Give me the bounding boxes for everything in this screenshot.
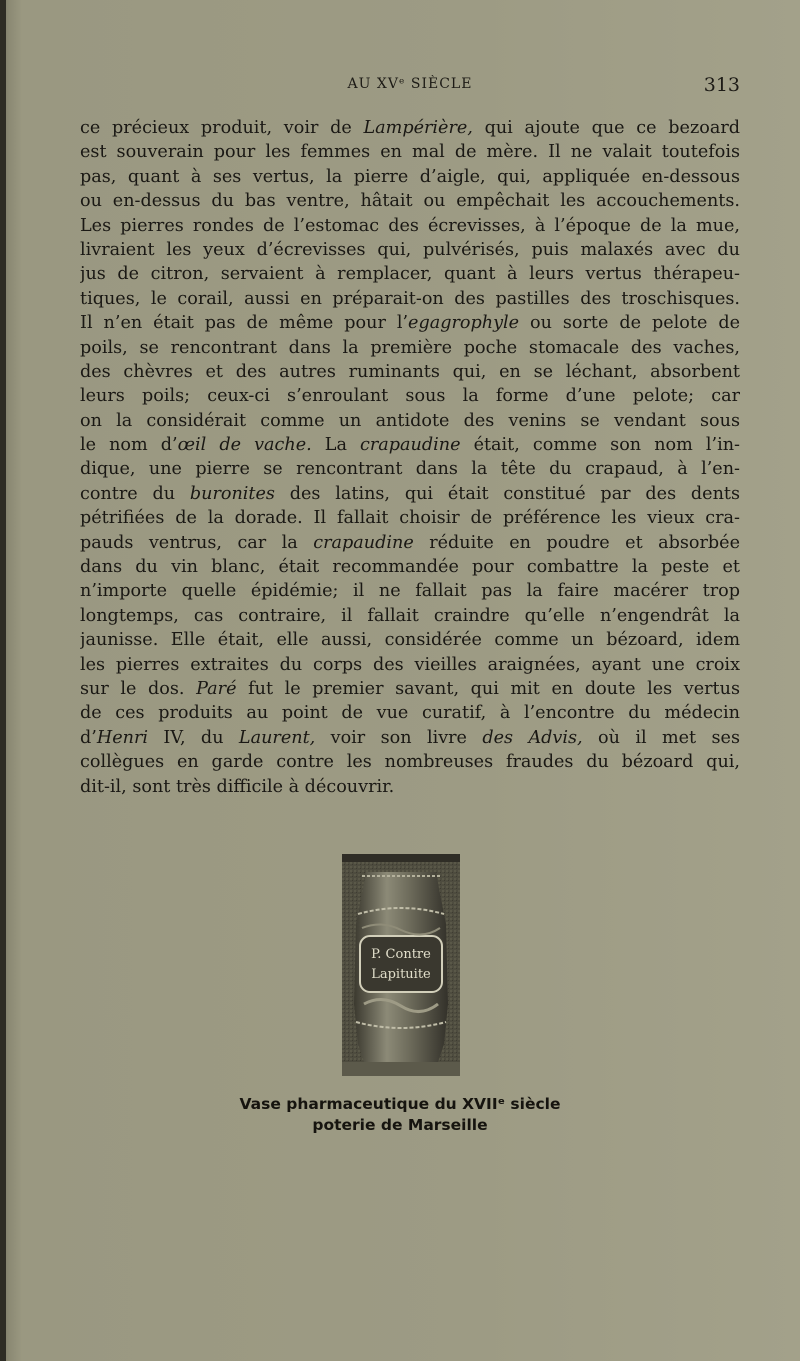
text-line [80, 457, 740, 481]
text-segment: IV, du [147, 727, 239, 748]
text-segment: dique, une pierre se rencontrant dans la tête du crapaud, à l’en- [80, 459, 740, 480]
text-segment: ou sorte de pelote de [519, 313, 740, 334]
text-line [80, 726, 740, 750]
text-segment: des latins, qui était constitué par des dents [274, 483, 740, 504]
text-line [80, 506, 740, 530]
text-line [80, 677, 740, 701]
text-segment: La [311, 435, 361, 456]
text-segment: leurs poils; ceux-ci s’enroulant sous la forme d’une pelote; car [80, 386, 740, 407]
text-segment: qui ajoute que ce bezoard [472, 118, 740, 138]
text-line [80, 189, 740, 213]
text-line [80, 165, 740, 189]
text-line [80, 116, 740, 140]
text-segment: de ces produits au point de vue curatif, à l’encontre du médecin [80, 703, 740, 724]
text-segment: fut le premier savant, qui mit en doute les vertus [236, 678, 740, 699]
caption-line-1: Vase pharmaceutique du XVIIᵉ siècle [239, 1095, 561, 1113]
text-segment: est souverain pour les femmes en mal de mère. Il ne valait toutefois [80, 142, 740, 163]
text-line [80, 750, 740, 774]
text-segment: où il met ses [582, 727, 740, 748]
italic-text: egagrophyle [408, 313, 520, 334]
text-line [80, 238, 740, 262]
text-segment: Il n’en était pas de même pour l’ [80, 313, 409, 334]
italic-text: Henri [96, 727, 148, 748]
text-segment: collègues en garde contre les nombreuses fraudes du bézoard qui, [80, 752, 740, 773]
text-segment: d’ [80, 727, 97, 748]
text-segment: poils, se rencontrant dans la première poche stomacale des vaches, [80, 337, 740, 358]
caption-line-2: poterie de Marseille [312, 1116, 488, 1134]
text-segment: sur le dos. [80, 678, 197, 699]
vase-label-line2: Lapituite [371, 967, 431, 982]
text-line [80, 555, 740, 579]
text-line [80, 604, 740, 628]
page-number: 313 [703, 74, 740, 96]
figure-caption [200, 1094, 600, 1136]
italic-text: œil de vache. [177, 435, 312, 456]
vase-photograph [342, 854, 460, 1076]
text-segment: pauds ventrus, car la [80, 532, 314, 553]
vase-label-line1: P. Contre [371, 947, 431, 962]
text-line [80, 775, 740, 799]
book-spine-shadow [0, 0, 6, 1361]
page-header [80, 74, 740, 98]
text-segment: dit-il, sont très difficile à découvrir. [80, 776, 395, 797]
text-segment: voir son livre [315, 727, 483, 748]
text-segment: jaunisse. Elle était, elle aussi, considérée comme un bézoard, idem [80, 630, 740, 651]
text-segment: le nom d’ [80, 435, 178, 456]
text-segment: pétrifiées de la dorade. Il fallait choisir de préférence les vieux cra- [80, 508, 740, 529]
running-head: AU XVᵉ SIÈCLE [347, 76, 473, 92]
text-segment: tiques, le corail, aussi en préparait-on des pastilles des troschisques. [80, 288, 740, 309]
italic-text: des Advis, [482, 727, 583, 748]
text-segment: ce précieux produit, voir de [80, 118, 364, 138]
body-paragraph [80, 116, 740, 799]
italic-text: Lampérière, [363, 118, 473, 138]
text-line [80, 628, 740, 652]
text-line [80, 360, 740, 384]
text-segment: les pierres extraites du corps des vieilles araignées, ayant une croix [80, 654, 740, 675]
italic-text: crapaudine [360, 435, 461, 456]
text-line [80, 336, 740, 360]
italic-text: crapaudine [313, 532, 414, 553]
italic-text: buronites [189, 483, 275, 504]
text-line [80, 531, 740, 555]
text-line [80, 214, 740, 238]
text-segment: livraient les yeux d’écrevisses qui, pulvérisés, puis malaxés avec du [80, 239, 740, 260]
text-segment: Les pierres rondes de l’estomac des écrevisses, à l’époque de la mue, [80, 215, 740, 236]
text-line [80, 384, 740, 408]
text-segment: des chèvres et des autres ruminants qui, en se léchant, absorbent [80, 361, 740, 382]
italic-text: Laurent, [238, 727, 316, 748]
text-segment: dans du vin blanc, était recommandée pour combattre la peste et [80, 557, 740, 578]
text-line [80, 701, 740, 725]
text-line [80, 409, 740, 433]
text-segment: longtemps, cas contraire, il fallait craindre qu’elle n’engendrât la [80, 605, 740, 626]
text-line [80, 262, 740, 286]
text-line [80, 579, 740, 603]
vase-illustration [342, 854, 460, 1076]
text-line [80, 311, 740, 335]
text-line [80, 482, 740, 506]
text-line [80, 653, 740, 677]
text-segment: réduite en poudre et absorbée [413, 532, 740, 553]
text-line [80, 433, 740, 457]
text-segment: on la considérait comme un antidote des venins se vendant sous [80, 410, 740, 431]
text-segment: pas, quant à ses vertus, la pierre d’aigle, qui, appliquée en-dessous [80, 166, 740, 187]
text-segment: contre du [80, 483, 190, 504]
text-segment: ou en-dessus du bas ventre, hâtait ou empêchait les accouchements. [80, 191, 740, 212]
italic-text: Paré [196, 678, 237, 699]
text-segment: jus de citron, servaient à remplacer, quant à leurs vertus thérapeu- [80, 264, 740, 285]
text-segment: n’importe quelle épidémie; il ne fallait pas la faire macérer trop [80, 581, 740, 602]
text-segment: était, comme son nom l’in- [460, 435, 740, 456]
text-line [80, 287, 740, 311]
text-line [80, 140, 740, 164]
